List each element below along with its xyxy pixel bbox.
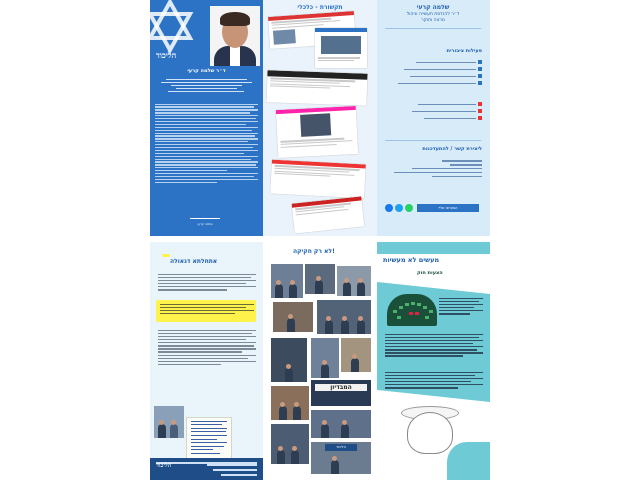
event-photo [271,386,309,420]
signature-caption: שלמה קרעי [197,222,213,226]
event-photo [271,264,303,298]
press-clipping [315,28,367,68]
knesset-chamber-image [387,294,437,326]
event-photo [311,410,371,438]
legislation-paragraph [385,332,483,359]
legislation-heading: מעשים לא מעשיות [383,256,440,264]
bio-panel [150,0,263,236]
legislation-intro [439,296,483,316]
event-photo [271,424,309,464]
newspaper-photo [311,380,371,406]
press-title: תקשורת - כלכלי [297,4,343,11]
teal-banner [377,242,490,254]
social-join-label: הצטרפו אליי [417,204,479,212]
footer-bar [150,458,263,480]
profile-panel [377,0,490,236]
vision-quote [160,302,254,316]
likud-logo: הליכוד [156,462,257,464]
contact-heading: ליצירת קשר / להתעדכנות [422,146,482,152]
press-clipping [276,106,358,158]
event-photo [273,302,313,332]
contact-details [387,158,482,179]
likud-logo: הליכוד [156,50,177,60]
divider [385,140,481,141]
photo-caption: הליכוד [325,444,357,451]
signature [190,212,220,219]
legislation-paragraph [385,370,483,390]
handwritten-letter [186,417,232,459]
profile-subtitle: ד״ר להנדסת תעשייה וניהול [406,12,460,17]
event-photo [337,266,371,296]
cartoon-character [407,412,453,454]
newspaper-caption: המבדיון [315,384,367,391]
vision-panel [150,242,263,480]
facebook-icon[interactable] [385,204,393,212]
event-photo [311,338,339,378]
press-clipping [270,160,366,199]
bio-credentials [156,77,257,94]
education-list [392,100,482,122]
legislation-panel [377,242,490,480]
brochure-outer-spread [150,0,490,236]
twitter-icon[interactable] [395,204,403,212]
divider [385,28,481,29]
press-clipping [292,196,365,233]
legislation-subheading: הצעות חוק [417,270,443,276]
vision-paragraph [158,272,256,292]
activity-heading: פעילות ציבורית [446,48,482,54]
bio-name: ד״ר שלמה קרעי [187,68,226,74]
event-photo [317,300,371,334]
vision-heading: אתחלתא דגאולה [170,258,218,265]
event-photo [305,264,335,294]
meeting-photo [154,406,184,438]
whatsapp-icon[interactable] [405,204,413,212]
press-clipping [266,70,367,105]
event-photo [271,338,307,382]
profile-subtitle-2: מרצה וחוקר [421,18,445,23]
teal-corner [447,442,490,480]
highlight-mark [162,254,170,257]
candidate-portrait [210,6,260,66]
profile-name: שלמה קרעי [416,4,450,11]
collage-heading: לא רק חקיקה! [293,248,335,255]
activity-list [392,58,482,87]
event-photo [311,442,371,474]
brochure-inner-spread [150,242,490,480]
vision-paragraph [158,328,256,367]
photo-collage-panel [263,242,377,480]
press-panel [263,0,377,236]
event-photo [341,338,371,372]
bio-paragraphs [155,102,258,185]
